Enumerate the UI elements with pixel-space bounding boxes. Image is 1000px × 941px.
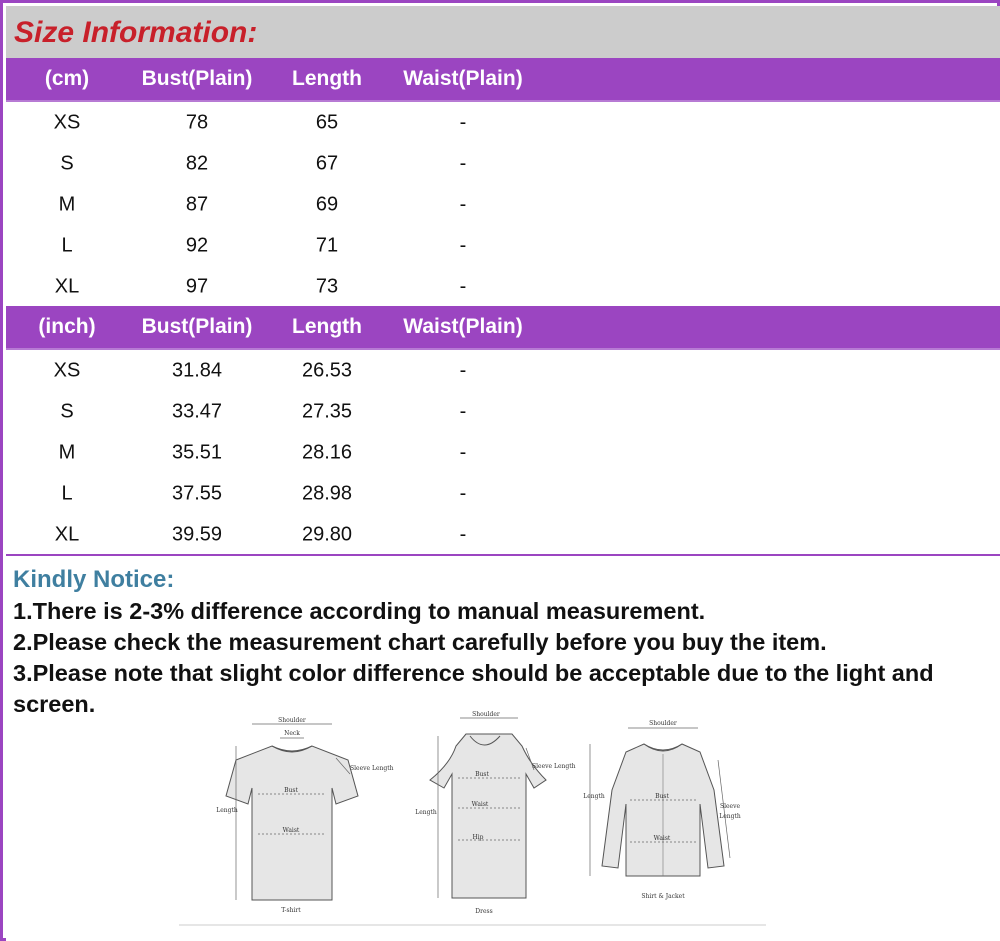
- inch-table-body: [6, 348, 1000, 554]
- dress-hip-label: Hip: [472, 834, 484, 841]
- notice-title: Kindly Notice:: [13, 566, 175, 593]
- table-row: [6, 514, 1000, 555]
- dress-caption: Dress: [475, 908, 493, 915]
- tshirt-waist-label: Waist: [282, 827, 300, 834]
- shirt-bust-label: Bust: [655, 793, 669, 800]
- waist-cell: -: [459, 111, 467, 133]
- table-row: [6, 432, 1000, 473]
- length-cell: 28.16: [301, 441, 353, 463]
- tshirt-diagram: [216, 717, 393, 914]
- bust-cell: 39.59: [171, 523, 223, 545]
- waist-cell: -: [459, 523, 467, 545]
- notice-section: [6, 554, 1000, 941]
- length-cell: 69: [315, 193, 339, 215]
- waist-cell: -: [459, 400, 467, 422]
- notice-line-3: 3.Please note that slight color difference should be acceptable due to the light and screen.: [13, 660, 934, 717]
- length-cell: 73: [315, 275, 339, 297]
- shirt-length-label: Length: [583, 793, 605, 800]
- inch-header-length: Length: [292, 315, 362, 338]
- size-cell: XS: [53, 359, 81, 381]
- bust-cell: 78: [185, 111, 209, 133]
- bust-cell: 87: [185, 193, 209, 215]
- tshirt-shoulder-label: Shoulder: [278, 717, 306, 724]
- inch-table-header: [6, 306, 1000, 348]
- size-cell: L: [61, 482, 73, 504]
- table-row: [6, 143, 1000, 184]
- tshirt-caption: T-shirt: [281, 907, 301, 914]
- waist-cell: -: [459, 275, 467, 297]
- shirt-sleeve-label: Sleeve: [719, 803, 741, 810]
- shirt-sleeve-length-label: Length: [719, 813, 741, 820]
- dress-waist-label: Waist: [471, 801, 489, 808]
- inch-header-waist: Waist(Plain): [403, 315, 523, 338]
- table-row: [6, 266, 1000, 307]
- length-cell: 27.35: [301, 400, 353, 422]
- dress-length-label: Length: [415, 809, 437, 816]
- bust-cell: 82: [185, 152, 209, 174]
- dress-shoulder-label: Shoulder: [472, 711, 500, 718]
- size-cell: S: [60, 400, 74, 422]
- inch-header-bust: Bust(Plain): [141, 315, 253, 338]
- length-cell: 65: [315, 111, 339, 133]
- tshirt-bust-label: Bust: [284, 787, 298, 794]
- length-cell: 28.98: [301, 482, 353, 504]
- table-row: [6, 350, 1000, 391]
- size-cell: XL: [54, 523, 80, 545]
- bust-cell: 35.51: [171, 441, 223, 463]
- tshirt-neck-label: Neck: [284, 730, 300, 737]
- waist-cell: -: [459, 152, 467, 174]
- length-cell: 67: [315, 152, 339, 174]
- measurement-diagrams: [174, 708, 770, 930]
- size-cell: XS: [53, 111, 81, 133]
- cm-header-waist: Waist(Plain): [403, 67, 523, 90]
- bust-cell: 92: [185, 234, 209, 256]
- table-row: [6, 391, 1000, 432]
- notice-line-2: 2.Please check the measurement chart carefully before you buy the item.: [13, 629, 827, 655]
- shirt-waist-label: Waist: [653, 835, 671, 842]
- title-bar: [6, 6, 1000, 58]
- table-row: [6, 225, 1000, 266]
- waist-cell: -: [459, 359, 467, 381]
- cm-table-header: [6, 58, 1000, 100]
- cm-table-body: [6, 100, 1000, 306]
- tshirt-sleeve-label: Sleeve Length: [350, 765, 394, 772]
- dress-diagram: [415, 711, 575, 915]
- notice-line-1: 1.There is 2-3% difference according to manual measurement.: [13, 598, 706, 624]
- dress-bust-label: Bust: [475, 771, 489, 778]
- length-cell: 29.80: [301, 523, 353, 545]
- bust-cell: 97: [185, 275, 209, 297]
- size-cell: XL: [54, 275, 80, 297]
- waist-cell: -: [459, 234, 467, 256]
- tshirt-shape: [226, 746, 358, 900]
- measurement-diagram-svg: [174, 708, 770, 930]
- dress-shape: [430, 734, 546, 898]
- cm-header-unit: (cm): [44, 67, 90, 90]
- waist-cell: -: [459, 482, 467, 504]
- table-row: [6, 473, 1000, 514]
- waist-cell: -: [459, 193, 467, 215]
- table-row: [6, 184, 1000, 225]
- inch-header-unit: (inch): [38, 315, 96, 338]
- size-cell: S: [60, 152, 74, 174]
- bust-cell: 31.84: [171, 359, 223, 381]
- length-cell: 26.53: [301, 359, 353, 381]
- cm-header-length: Length: [292, 67, 362, 90]
- length-cell: 71: [315, 234, 339, 256]
- tshirt-length-label: Length: [216, 807, 238, 814]
- size-cell: M: [58, 193, 76, 215]
- shirt-caption: Shirt & Jacket: [641, 893, 685, 900]
- size-cell: L: [61, 234, 73, 256]
- size-cell: M: [58, 441, 76, 463]
- cm-header-bust: Bust(Plain): [141, 67, 253, 90]
- bust-cell: 37.55: [171, 482, 223, 504]
- shirt-shoulder-label: Shoulder: [649, 720, 677, 727]
- table-row: [6, 102, 1000, 143]
- page-title: Size Information:: [14, 16, 258, 49]
- dress-sleeve-label: Sleeve Length: [532, 763, 576, 770]
- waist-cell: -: [459, 441, 467, 463]
- shirt-diagram: [583, 720, 741, 900]
- bust-cell: 33.47: [171, 400, 223, 422]
